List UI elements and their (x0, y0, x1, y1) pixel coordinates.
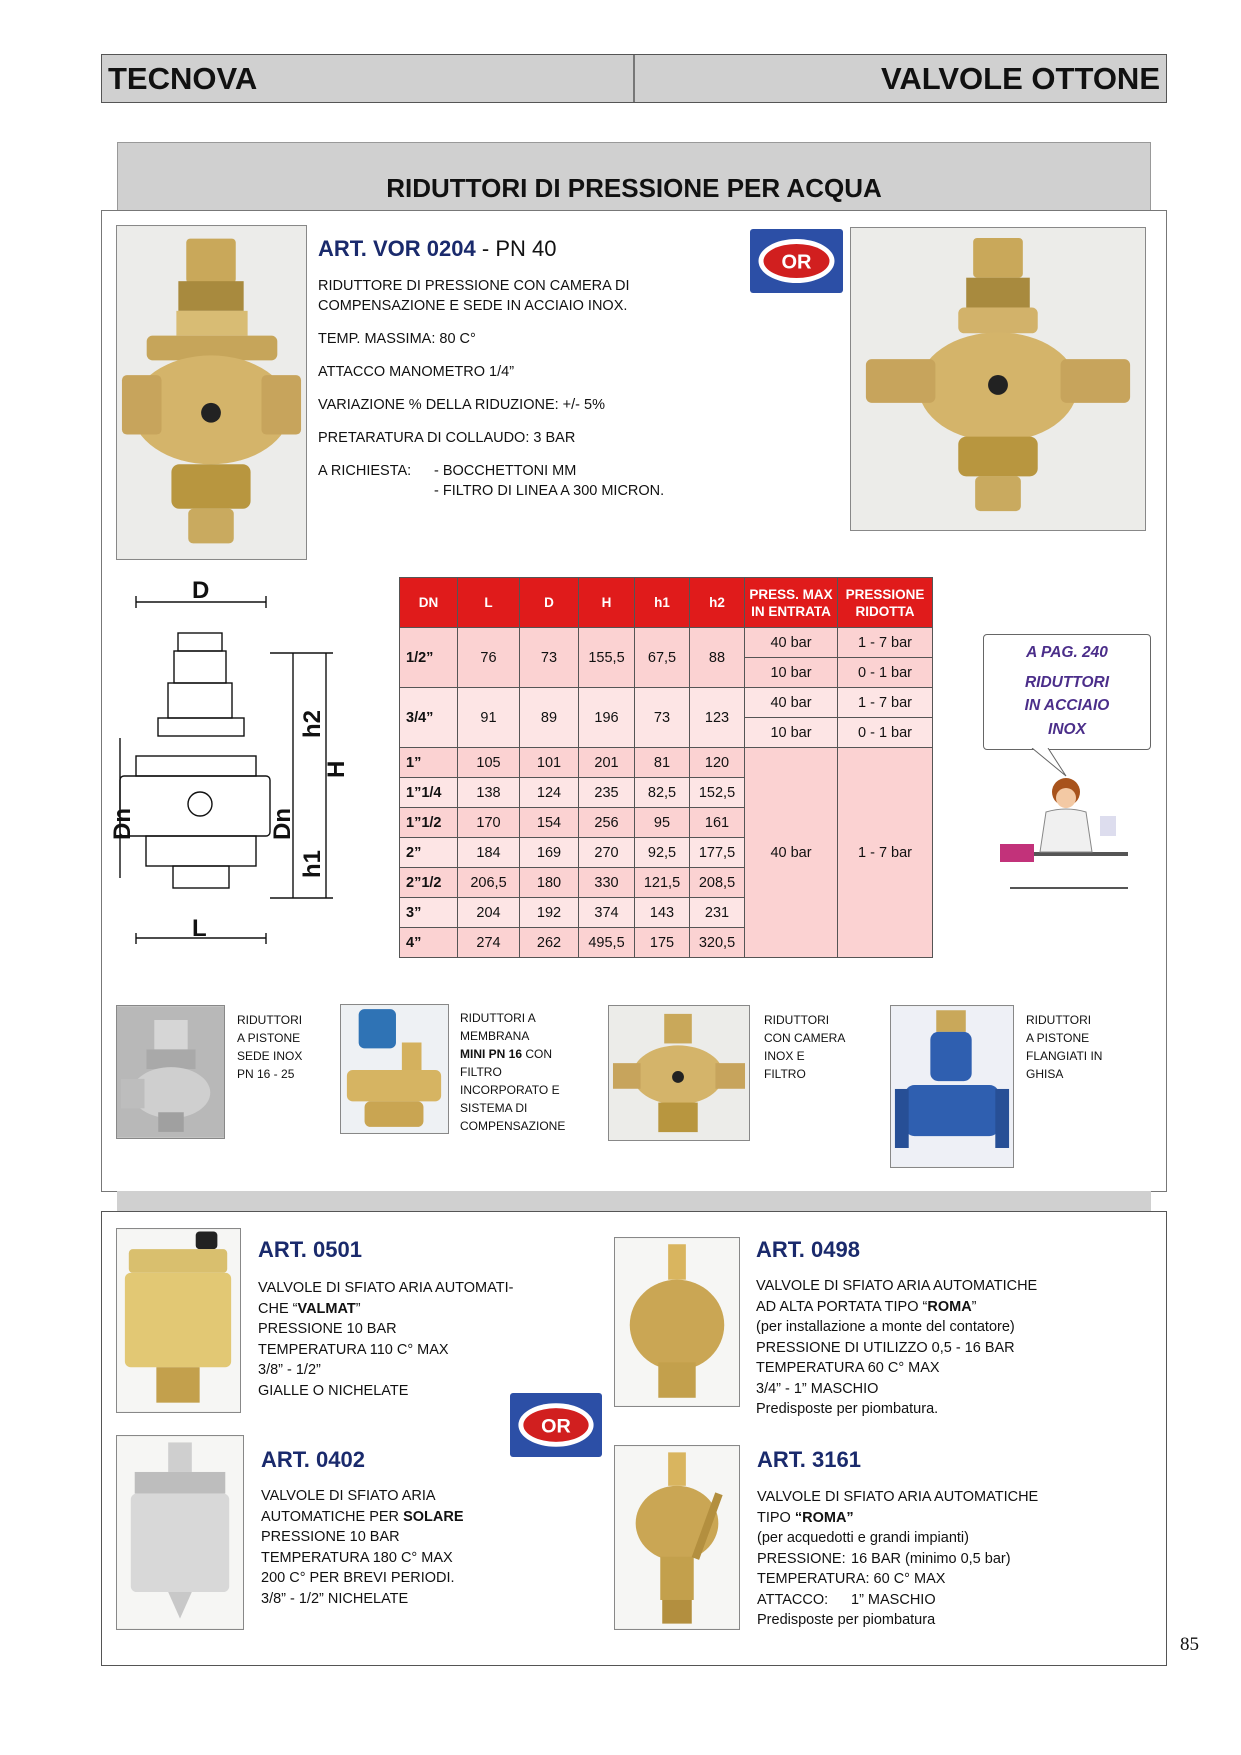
label-d: D (192, 578, 210, 604)
art-0498-code: ART. 0498 (756, 1237, 860, 1262)
th-press-rid: PRESSIONE RIDOTTA (838, 578, 933, 628)
brand-name: TECNOVA (102, 55, 635, 102)
art-3161-code: ART. 3161 (757, 1447, 861, 1472)
dimension-diagram (108, 578, 358, 958)
table-row: 10 bar 0 - 1 bar (400, 658, 933, 688)
section-band (117, 142, 1151, 212)
label-dn-left: Dn (109, 808, 136, 840)
label-dn-right: Dn (269, 808, 296, 840)
main-article-code: ART. VOR 0204 - PN 40 (318, 236, 557, 261)
th-h: H (579, 578, 635, 628)
main-article-temp: TEMP. MASSIMA: 80 C° (318, 331, 476, 347)
art-0501-code: ART. 0501 (258, 1237, 362, 1262)
related-text-piston: RIDUTTORI A PISTONE SEDE INOX PN 16 - 25 (237, 1013, 303, 1081)
table-row: 2”1/2 206,5 180 330 121,5 208,5 (400, 868, 933, 898)
cross-reference-callout: A PAG. 240 RIDUTTORI IN ACCIAIO INOX (983, 634, 1151, 750)
related-text-membrane: RIDUTTORI A MEMBRANA MINI PN 16 CON FILTRO INCORPORATO E SISTEMA DI COMPENSAZIONE (460, 1011, 566, 1133)
section-divider (117, 1191, 1151, 1211)
main-article-gauge: ATTACCO MANOMETRO 1/4” (318, 364, 515, 380)
art-0402-desc: VALVOLE DI SFIATO ARIA AUTOMATICHE PER SOLARE PRESSIONE 10 BAR TEMPERATURA 180 C° MAX 200 C° PER BREVI PERIODI. 3/8” - 1/2” NICHELATE (261, 1488, 464, 1607)
th-h2: h2 (690, 578, 745, 628)
main-article-request-list: - BOCCHETTONI MM - FILTRO DI LINEA A 300 MICRON. (434, 463, 665, 499)
spec-table (399, 577, 933, 958)
art-0402-code: ART. 0402 (261, 1447, 365, 1472)
table-row: 1”1/2 170 154 256 95 161 (400, 808, 933, 838)
operator-illustration (1000, 772, 1132, 890)
or-logo (750, 229, 843, 293)
related-photo-chamber (608, 1005, 750, 1141)
related-photo-membrane (340, 1004, 449, 1134)
merged-press-in: 40 bar (745, 748, 838, 958)
art-0498-desc: VALVOLE DI SFIATO ARIA AUTOMATICHE AD ALTA PORTATA TIPO “ROMA” (per installazione a monte del contatore) PRESSIONE DI UTILIZZO 0,5 - 16 BAR TEMPERATURA 60 C° MAX 3/4” - 1” MASCHIO Predisposte per piombatura. (756, 1278, 1038, 1417)
label-h1: h1 (299, 849, 326, 878)
table-row: 3/4” 91 89 196 73 123 40 bar 1 - 7 bar (400, 688, 933, 718)
table-row: 1”1/4 138 124 235 82,5 152,5 (400, 778, 933, 808)
th-l: L (458, 578, 520, 628)
label-h2: h2 (299, 709, 326, 738)
table-row: 2” 184 169 270 92,5 177,5 (400, 838, 933, 868)
th-d: D (520, 578, 579, 628)
valve-0498-photo (614, 1237, 740, 1407)
valve-0402-photo (116, 1435, 244, 1630)
related-photo-flanged (890, 1005, 1014, 1168)
th-dn: DN (400, 578, 458, 628)
related-text-flanged: RIDUTTORI A PISTONE FLANGIATI IN GHISA (1026, 1013, 1103, 1081)
related-text-chamber: RIDUTTORI CON CAMERA INOX E FILTRO (764, 1013, 846, 1081)
reducer-fittings-photo (850, 227, 1146, 531)
table-row: 3” 204 192 374 143 231 (400, 898, 933, 928)
spec-table-wrap (399, 577, 933, 958)
reducer-photo (116, 225, 307, 560)
th-press-max: PRESS. MAX IN ENTRATA (745, 578, 838, 628)
label-l: L (192, 915, 207, 942)
main-article-request-label: A RICHIESTA: (318, 463, 412, 479)
category-title: VALVOLE OTTONE (880, 61, 1160, 96)
table-row: 4” 274 262 495,5 175 320,5 (400, 928, 933, 958)
th-h1: h1 (635, 578, 690, 628)
table-row: 10 bar 0 - 1 bar (400, 718, 933, 748)
table-row: 1/2” 76 73 155,5 67,5 88 40 bar 1 - 7 bar (400, 628, 933, 658)
main-article-variation: VARIAZIONE % DELLA RIDUZIONE: +/- 5% (318, 397, 605, 413)
valve-3161-photo (614, 1445, 740, 1630)
related-photo-piston (116, 1005, 225, 1139)
main-article-preset: PRETARATURA DI COLLAUDO: 3 BAR (318, 430, 576, 446)
merged-press-out: 1 - 7 bar (838, 748, 933, 958)
valve-0501-photo (116, 1228, 241, 1413)
art-0501-desc: VALVOLE DI SFIATO ARIA AUTOMATI- CHE “VALMAT” PRESSIONE 10 BAR TEMPERATURA 110 C° MAX 3/8” - 1/2” GIALLE O NICHELATE (258, 1280, 514, 1399)
or-logo-2 (510, 1393, 602, 1457)
main-article-desc: RIDUTTORE DI PRESSIONE CON CAMERA DI COMPENSAZIONE E SEDE IN ACCIAIO INOX. (318, 278, 630, 314)
table-row: 1” 105 101 201 81 120 40 bar 1 - 7 bar (400, 748, 933, 778)
section-title: RIDUTTORI DI PRESSIONE PER ACQUA (386, 173, 882, 203)
page-number: 85 (1180, 1634, 1199, 1655)
svg-text:OR: OR (541, 1415, 571, 1438)
label-h: H (323, 760, 350, 778)
svg-text:OR: OR (781, 251, 812, 274)
art-3161-desc: VALVOLE DI SFIATO ARIA AUTOMATICHE TIPO “ROMA” (per acquedotti e grandi impianti) PRESSIONE: 16 BAR (minimo 0,5 bar) TEMPERATURA: 60 C° MAX ATTACCO: 1” MASCHIO Predisposte per piombatura (757, 1489, 1039, 1628)
page-header (101, 54, 1167, 103)
